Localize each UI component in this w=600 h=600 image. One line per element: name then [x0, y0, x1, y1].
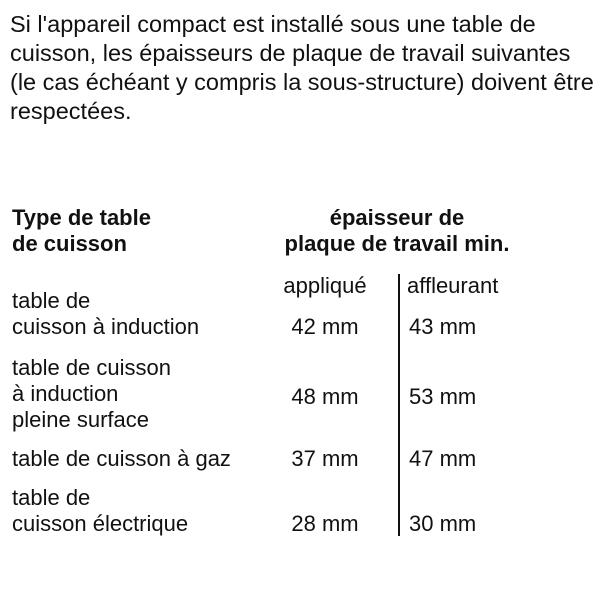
- row-full-surface-flush: 53 mm: [409, 384, 477, 409]
- column-applied: appliqué: [283, 273, 367, 298]
- header-min-thickness: épaisseur de plaque de travail min.: [284, 205, 510, 256]
- column-divider: [398, 274, 400, 536]
- row-full-surface-applied: 48 mm: [291, 384, 359, 409]
- row-electric-applied: 28 mm: [291, 511, 359, 536]
- row-label-gas: table de cuisson à gaz: [12, 446, 231, 471]
- row-induction-applied: 42 mm: [291, 314, 359, 339]
- intro-paragraph: Si l'appareil compact est installé sous une table de cuisson, les épaisseurs de plaque de travail suivantes (le cas échéant y compris la sous-structure) doivent être respectées.: [10, 11, 594, 124]
- row-label-induction: table de cuisson à induction: [12, 288, 200, 339]
- row-induction-flush: 43 mm: [409, 314, 477, 339]
- row-gas-applied: 37 mm: [291, 446, 359, 471]
- row-gas-flush: 47 mm: [409, 446, 477, 471]
- row-label-electric: table de cuisson électrique: [12, 485, 189, 536]
- column-flush: affleurant: [407, 273, 499, 298]
- row-electric-flush: 30 mm: [409, 511, 477, 536]
- header-hob-type: Type de table de cuisson: [12, 205, 151, 256]
- row-label-full-surface-induction: table de cuisson à induction pleine surface: [12, 355, 171, 432]
